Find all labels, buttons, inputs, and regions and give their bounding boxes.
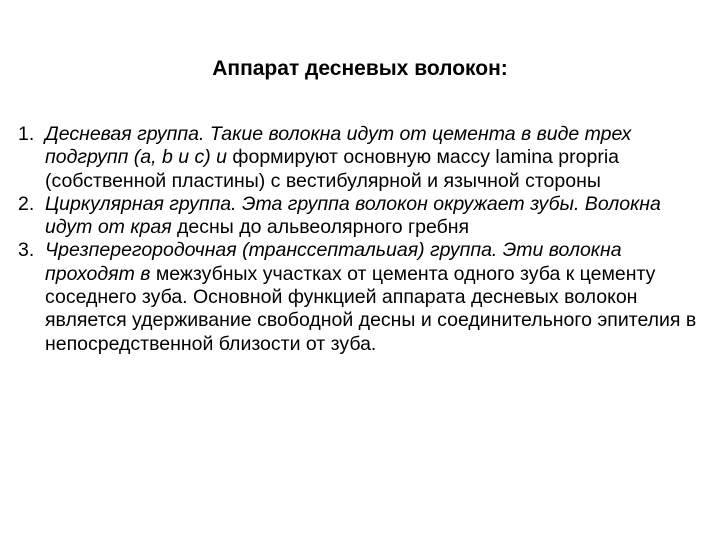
item-italic-text: Чрезперегородочная (транссептальиая) группа. Эти волокна проходят в <box>45 239 622 285</box>
item-text: межзубных участках от цемента одного зуба к цементу соседнего зуба. Основной функцией аппарата десневых волокон является удерживание свободной десны и соединительного эпителия в непосредственной близости от зуба. <box>45 262 697 355</box>
item-number: 2. <box>18 192 35 215</box>
item-italic-text: Циркулярная группа. Эта группа волокон окружает зубы. Волокна идут от края <box>45 192 661 239</box>
slide-title: Аппарат десневых волокон: <box>212 57 508 80</box>
item-number: 3. <box>18 239 35 262</box>
item-number: 1. <box>18 123 35 145</box>
list-item <box>18 239 704 355</box>
item-italic-text: Десневая группа. Такие волокна идут от цемента в виде трех подгрупп (a, b и c) и <box>45 123 632 169</box>
fiber-group-list <box>18 123 704 356</box>
item-text: формируют основную массу lamina propria (собственной пластины) с вестибулярной и язычной стороны <box>45 146 619 192</box>
list-item <box>18 123 704 193</box>
item-text: десны до альвеолярного гребня <box>171 216 470 239</box>
list-item <box>18 193 704 240</box>
